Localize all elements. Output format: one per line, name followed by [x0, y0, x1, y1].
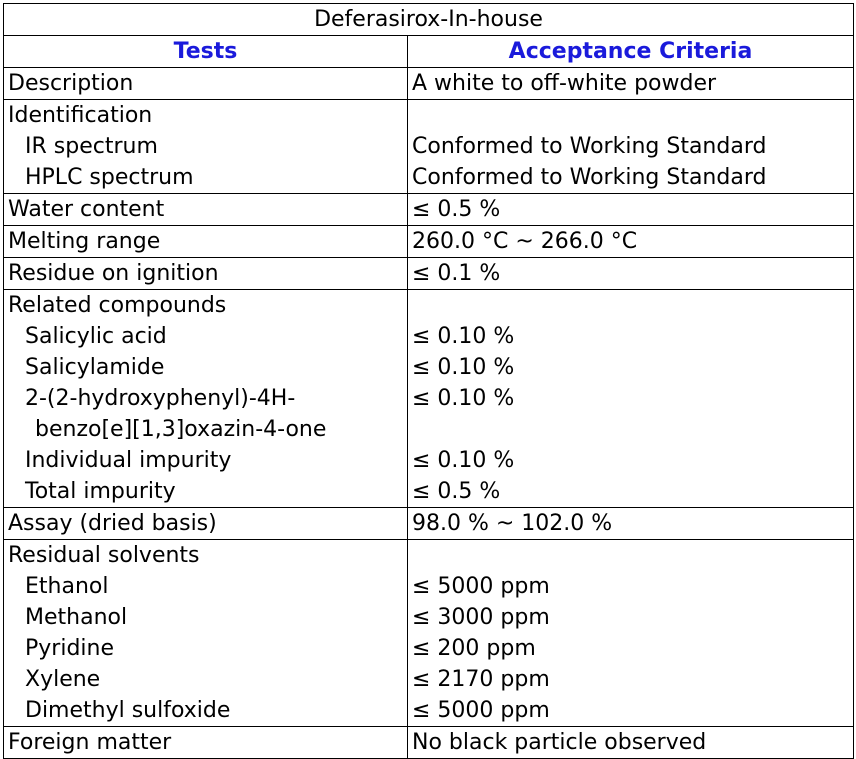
criteria-value: ≤ 3000 ppm — [412, 605, 550, 630]
criteria-value: ≤ 0.1 % — [412, 261, 501, 286]
table-row — [4, 508, 854, 540]
test-cell — [4, 540, 408, 727]
criteria-cell — [408, 290, 854, 508]
criteria-value: No black particle observed — [412, 730, 707, 755]
criteria-cell — [408, 540, 854, 727]
test-subitem-label: Methanol — [25, 605, 128, 630]
table-row — [4, 727, 854, 759]
criteria-value: 260.0 °C ~ 266.0 °C — [412, 229, 638, 254]
test-label: Residual solvents — [8, 543, 200, 568]
test-subitem-label: Individual impurity — [25, 448, 232, 473]
criteria-value: ≤ 0.10 % — [412, 448, 515, 473]
table-row — [4, 258, 854, 290]
test-subitem-label: Total impurity — [25, 479, 176, 504]
criteria-value — [412, 540, 853, 571]
test-cell — [4, 68, 408, 100]
test-label: Assay (dried basis) — [8, 511, 217, 536]
test-subitem-label: Pyridine — [25, 636, 114, 661]
table-row — [4, 100, 854, 194]
criteria-value: Conformed to Working Standard — [412, 165, 767, 190]
criteria-value: A white to off-white powder — [412, 71, 717, 96]
table-body — [4, 68, 854, 759]
test-subitem-label: Ethanol — [25, 574, 109, 599]
test-label: Description — [8, 71, 134, 96]
test-subitem-label: IR spectrum — [25, 134, 158, 159]
criteria-value: ≤ 2170 ppm — [412, 667, 550, 692]
criteria-cell — [408, 508, 854, 540]
test-subitem-label: Salicylamide — [25, 355, 165, 380]
criteria-cell — [408, 68, 854, 100]
test-cell — [4, 290, 408, 508]
table-row — [4, 68, 854, 100]
criteria-cell — [408, 258, 854, 290]
criteria-value — [412, 414, 853, 445]
test-subitem-label: HPLC spectrum — [25, 165, 194, 190]
tests-column-header: Tests — [4, 36, 408, 68]
title-row — [4, 4, 854, 36]
criteria-value: 98.0 % ~ 102.0 % — [412, 511, 613, 536]
criteria-value: ≤ 5000 ppm — [412, 574, 550, 599]
test-label: Water content — [8, 197, 165, 222]
test-cell — [4, 194, 408, 226]
table-row — [4, 226, 854, 258]
criteria-value — [412, 290, 853, 321]
test-subitem-label: Xylene — [25, 667, 101, 692]
criteria-cell — [408, 194, 854, 226]
test-label: Identification — [8, 103, 153, 128]
criteria-cell — [408, 226, 854, 258]
test-cell — [4, 258, 408, 290]
test-subitem-label: 2-(2-hydroxyphenyl)-4H- — [25, 386, 296, 411]
table-row — [4, 290, 854, 508]
header-row — [4, 36, 854, 68]
test-subitem-label: benzo[e][1,3]oxazin-4-one — [35, 417, 327, 442]
criteria-value: ≤ 0.10 % — [412, 386, 515, 411]
criteria-value: Conformed to Working Standard — [412, 134, 767, 159]
table-row — [4, 540, 854, 727]
test-subitem-label: Dimethyl sulfoxide — [25, 698, 231, 723]
test-label: Related compounds — [8, 293, 227, 318]
test-label: Residue on ignition — [8, 261, 219, 286]
criteria-value: ≤ 200 ppm — [412, 636, 536, 661]
criteria-value: ≤ 0.10 % — [412, 324, 515, 349]
specification-table — [3, 3, 854, 759]
criteria-value: ≤ 0.10 % — [412, 355, 515, 380]
test-label: Melting range — [8, 229, 161, 254]
criteria-value: ≤ 0.5 % — [412, 197, 501, 222]
criteria-value: ≤ 0.5 % — [412, 479, 501, 504]
test-cell — [4, 508, 408, 540]
test-cell — [4, 727, 408, 759]
criteria-cell — [408, 727, 854, 759]
criteria-column-header: Acceptance Criteria — [408, 36, 854, 68]
table-title: Deferasirox-In-house — [4, 4, 854, 36]
table-row — [4, 194, 854, 226]
criteria-value — [412, 100, 853, 131]
criteria-value: ≤ 5000 ppm — [412, 698, 550, 723]
test-label: Foreign matter — [8, 730, 172, 755]
test-cell — [4, 100, 408, 194]
criteria-cell — [408, 100, 854, 194]
test-cell — [4, 226, 408, 258]
test-subitem-label: Salicylic acid — [25, 324, 167, 349]
